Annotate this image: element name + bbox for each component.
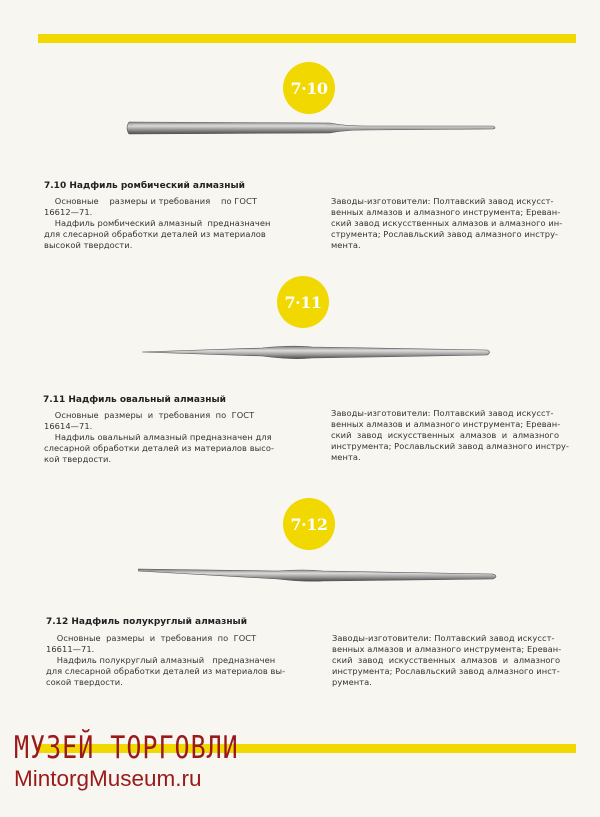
- rhombic-file-image: [125, 117, 497, 139]
- watermark-title: МУЗЕЙ ТОРГОВЛИ: [14, 729, 239, 766]
- section-title: 7.11 Надфиль овальный алмазный: [43, 395, 226, 405]
- top-yellow-rule: [38, 34, 576, 43]
- description-text: Основные размеры и требования по ГОСТ 16612—71. Надфиль ромбический алмазный предназначен для слесарной обработки деталей из материалов высокой твердости.: [44, 196, 271, 250]
- section-title: 7.12 Надфиль полукруглый алмазный: [46, 617, 248, 627]
- section-number-badge: 7·11: [277, 276, 329, 328]
- description-text: Основные размеры и требования по ГОСТ 16614—71. Надфиль овальный алмазный предназначен для слесарной обработки деталей из материалов высо- кой твердости.: [44, 410, 275, 464]
- manufacturers-text: Заводы-изготовители: Полтавский завод искусст- венных алмазов и алмазного инструмента; Ереван- ский завод искусственных алмазов и алмазного ин- струмента; Рославльский завод алмазного инстру- мента.: [331, 196, 563, 250]
- half-round-file-image: [138, 559, 500, 585]
- watermark-url: MintorgMuseum.ru: [14, 766, 202, 791]
- museum-watermark: [14, 729, 254, 792]
- section-number-badge: 7·10: [283, 62, 335, 114]
- oval-file-image: [142, 340, 494, 362]
- section-title: 7.10 Надфиль ромбический алмазный: [44, 181, 245, 191]
- manufacturers-text: Заводы-изготовители: Полтавский завод искусст- венных алмазов и алмазного инструмента; Ереван- ский завод искусственных алмазов и алмазного инструмента; Рославльский завод алмазного инстру- мента.: [331, 408, 570, 462]
- section-number-badge: 7·12: [283, 498, 335, 550]
- description-text: Основные размеры и требования по ГОСТ 16611—71. Надфиль полукруглый алмазный предназначен для слесарной обработки деталей из материалов вы- сокой твердости.: [46, 633, 286, 687]
- manufacturers-text: Заводы-изготовители: Полтавский завод искусст- венных алмазов и алмазного инструмента; Ереван- ский завод искусственных алмазов и алмазного инструмента; Рославльский завод алмазного инст- румента.: [332, 633, 562, 687]
